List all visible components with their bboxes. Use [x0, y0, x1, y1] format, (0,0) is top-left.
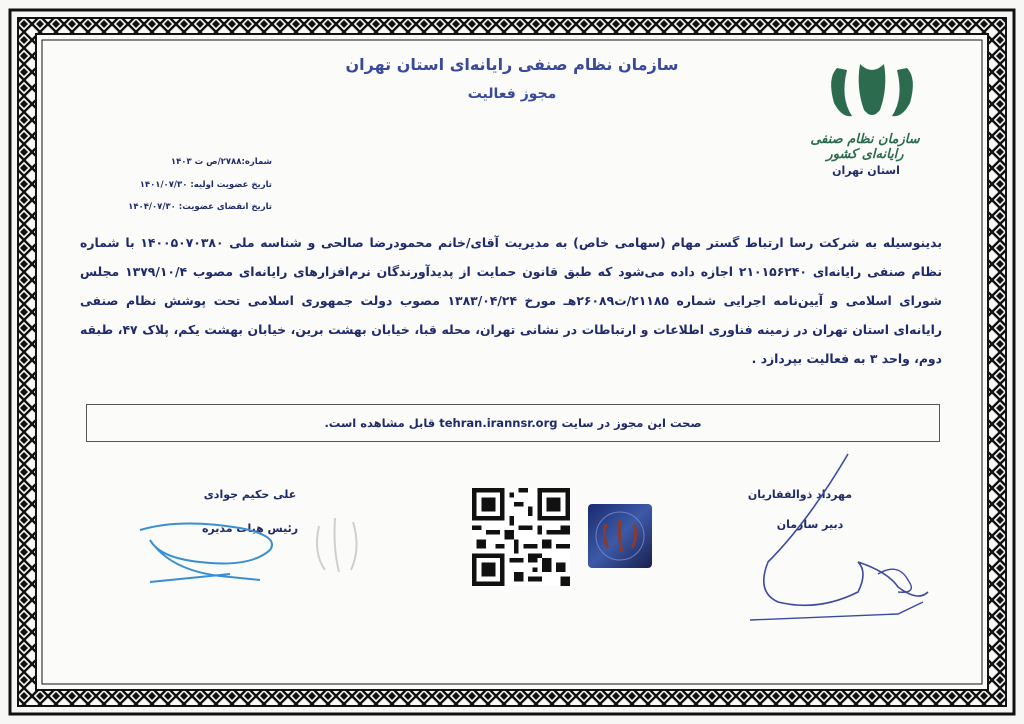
secretary-name: مهرداد ذوالفقاریان — [747, 488, 853, 501]
verify-suffix: قابل مشاهده است. — [324, 416, 436, 430]
verify-url[interactable]: tehran.irannsr.org — [439, 416, 558, 430]
faint-stamp-icon — [305, 508, 375, 588]
logo-province: استان تهران — [832, 164, 900, 177]
org-title: سازمان نظام صنفی رایانه‌ای استان تهران — [345, 55, 679, 74]
verify-prefix: صحت این مجوز در سایت — [561, 416, 702, 430]
permit-body-text: بدینوسیله به شرکت رسا ارتباط گستر مهام (سهامی خاص) به مدیریت آقای/خانم محمودرضا صالحی و شناسه ملی ۱۴۰۰۵۰۷۰۳۸۰ با شماره نظام صنفی رایانه‌ای ۲۱۰۱۵۶۲۴۰ اجازه داده می‌شود که طبق قانون حمایت از پدیدآورندگان نرم‌افزارهای رایانه‌ای مصوب ۱۳۷۹/۱۰/۴ مجلس شورای اسلامی و آیین‌نامه اجرایی شماره ۲۱۱۸۵/ت۲۶۰۸۹هـ مورخ ۱۳۸۳/۰۴/۲۴ مصوب دولت جمهوری اسلامی تحت پوشش نظام صنفی رایانه‌ای استان تهران در زمینه فناوری اطلاعات و ارتباطات در نشانی تهران، محله قبا، خیابان بهشت برین، خیابان بهشت یکم، پلاک ۴۷، طبقه دوم، واحد ۳ به فعالیت بپردازد . — [80, 235, 942, 366]
chairman-signature-icon — [120, 510, 290, 590]
qr-code-icon — [472, 488, 570, 586]
chairman-name: علی حکیم جوادی — [203, 488, 297, 501]
logo-wordmark: سازمان نظام صنفی رایانه‌ای کشور — [810, 132, 920, 162]
secretary-role: دبیر سازمان — [776, 518, 844, 531]
chairman-role: رئیس هیات مدیره — [201, 522, 299, 535]
hologram-seal-icon — [586, 502, 654, 570]
verification-box — [86, 404, 940, 442]
first-membership-date: تاریخ عضویت اولیه: ۱۴۰۱/۰۷/۳۰ — [139, 180, 272, 190]
secretary-signature-icon — [748, 452, 938, 632]
permit-title: مجوز فعالیت — [467, 86, 557, 102]
membership-expiry-date: تاریخ انقضای عضویت: ۱۴۰۴/۰۷/۳۰ — [128, 202, 272, 212]
permit-number: شماره:۲۷۸۸/ص ت ۱۴۰۳ — [170, 157, 272, 167]
organization-logo-icon — [812, 58, 932, 128]
